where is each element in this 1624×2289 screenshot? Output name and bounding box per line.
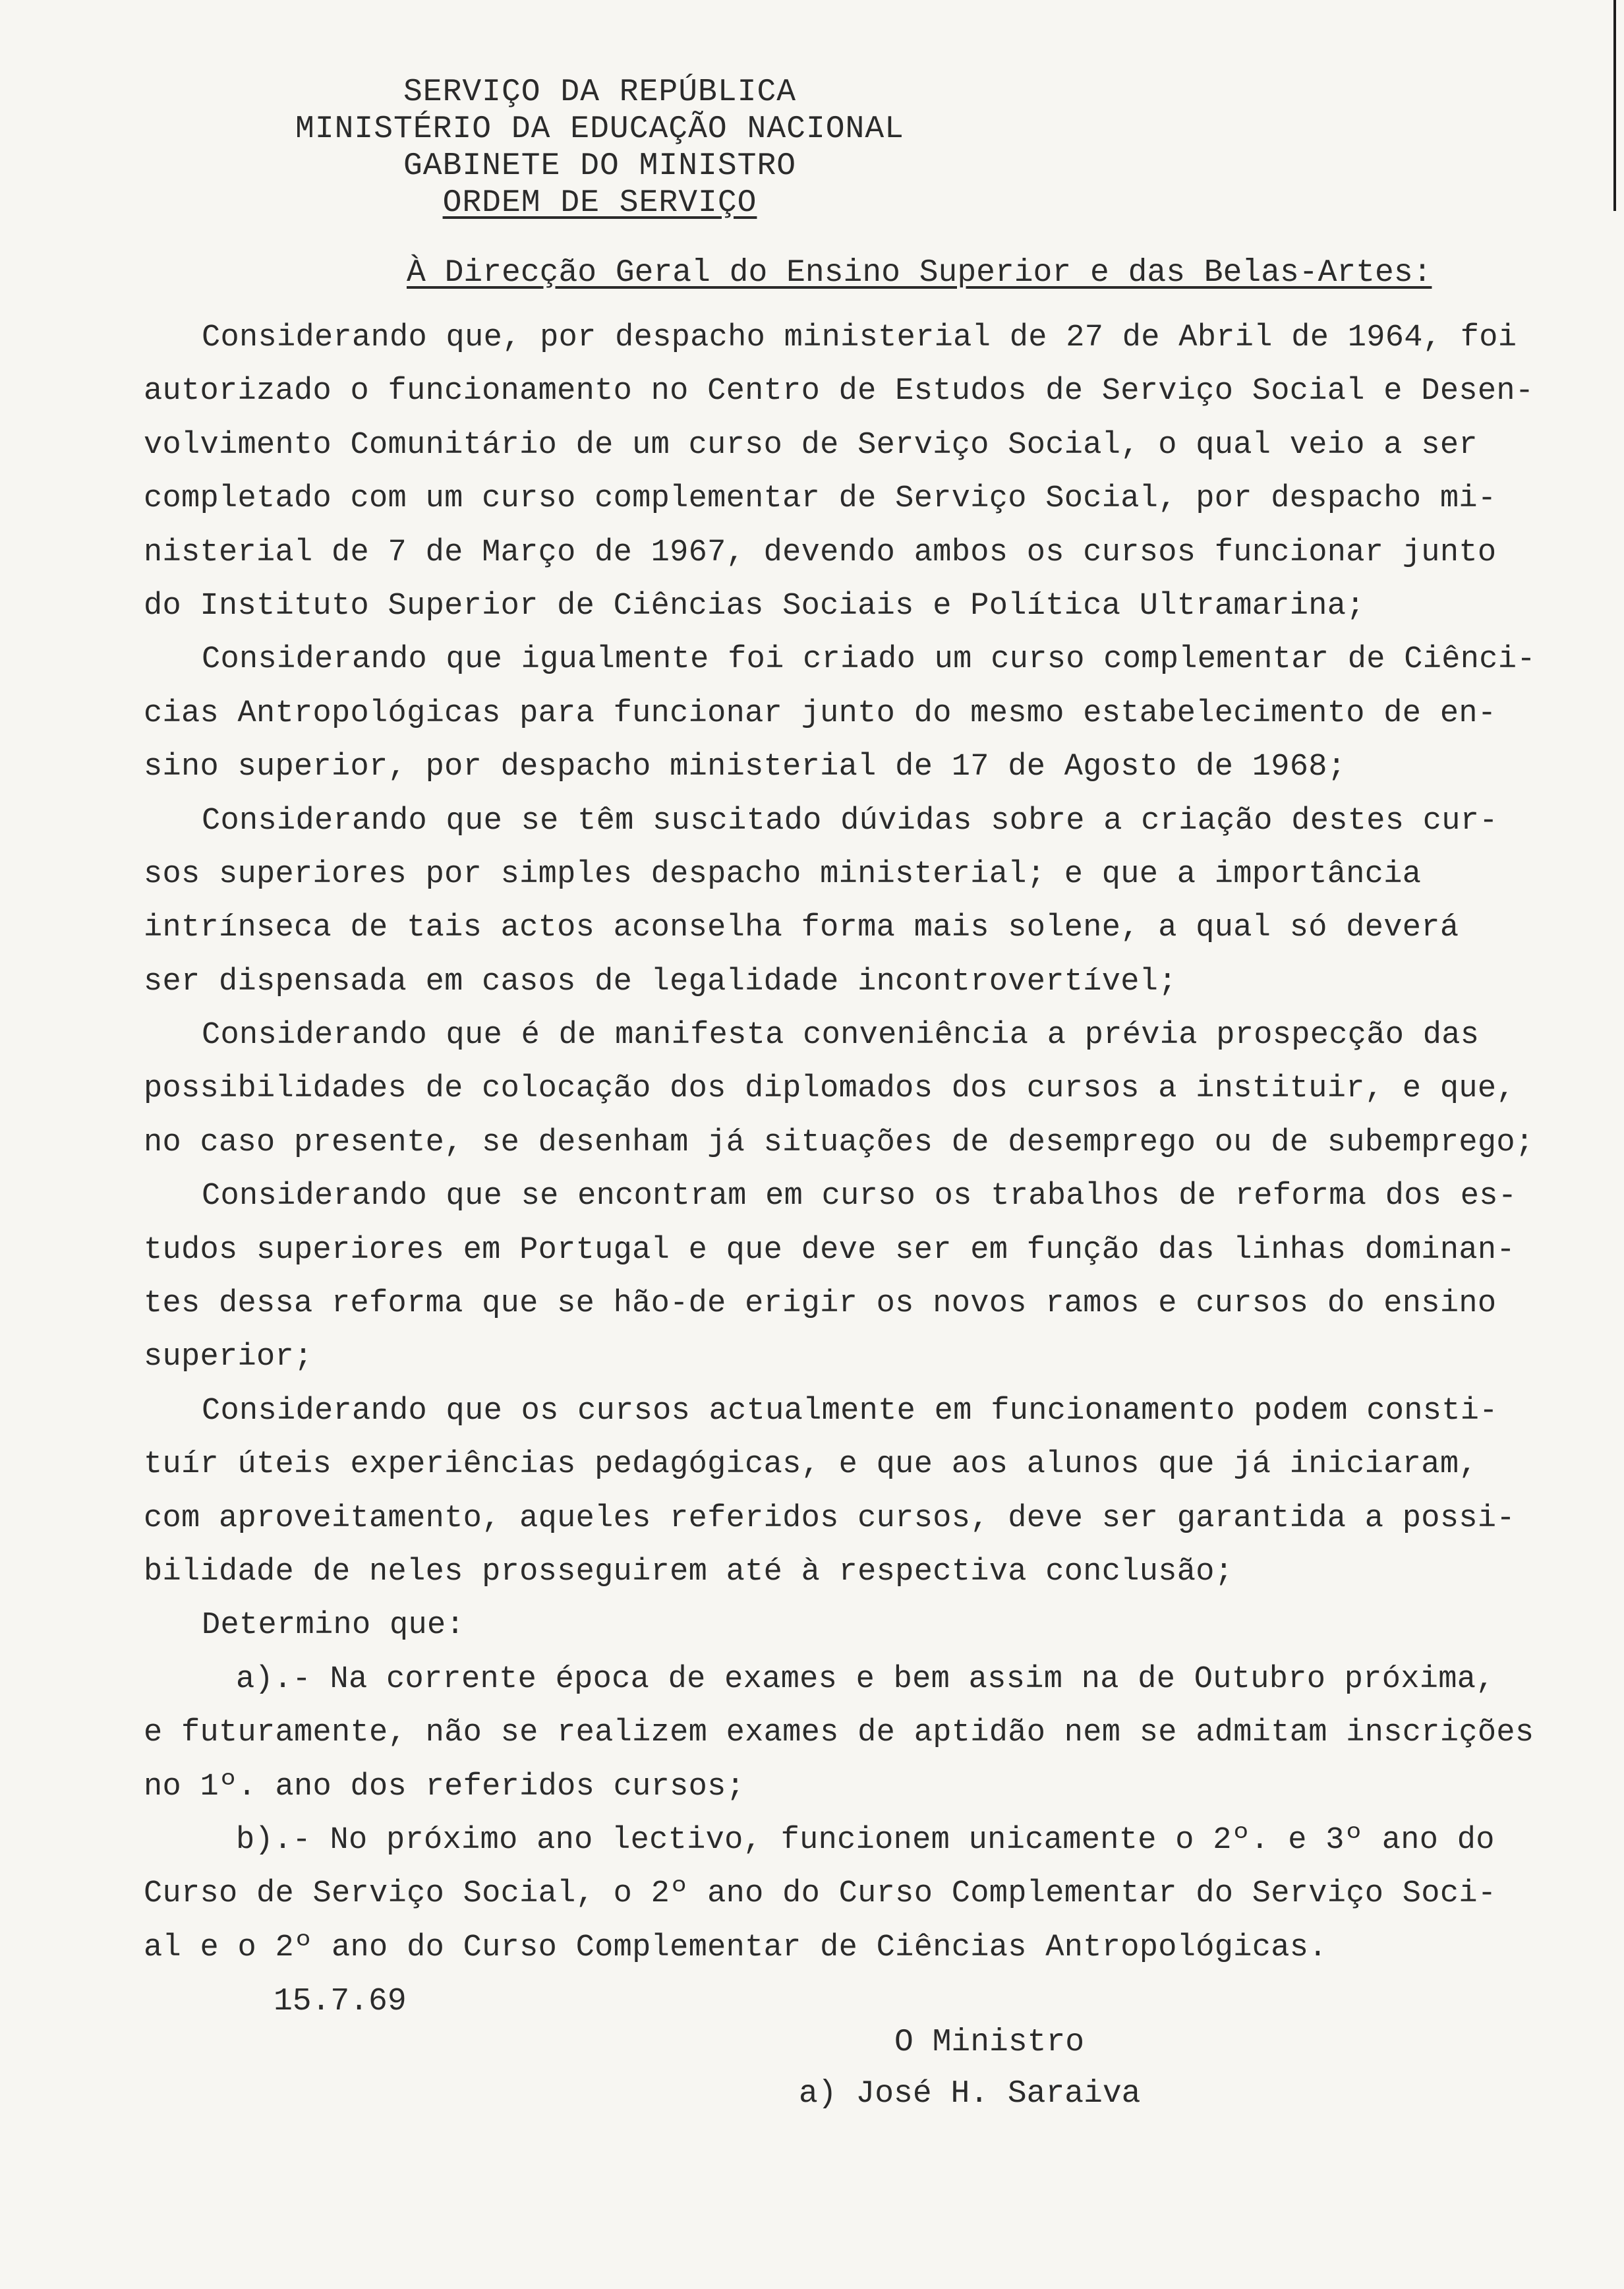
body-line: bilidade de neles prosseguirem até à respectiva conclusão;: [144, 1554, 1234, 1590]
body-line: sino superior, por despacho ministerial de 17 de Agosto de 1968;: [144, 750, 1347, 785]
body-line: no caso presente, se desenham já situações de desemprego ou de subemprego;: [144, 1125, 1534, 1160]
body-line: superior;: [144, 1340, 313, 1375]
body-line: tes dessa reforma que se hão-de erigir os novos ramos e cursos do ensino: [144, 1286, 1497, 1322]
body-line: cias Antropológicas para funcionar junto do mesmo estabelecimento de en-: [144, 696, 1497, 731]
addressee: À Direcção Geral do Ensino Superior e das Belas-Artes:: [407, 255, 1432, 291]
body-line: com aproveitamento, aqueles referidos cursos, deve ser garantida a possi-: [144, 1501, 1515, 1536]
header-order-title: [171, 185, 1028, 222]
body-line: possibilidades de colocação dos diplomados dos cursos a instituir, e que,: [144, 1071, 1515, 1107]
body-line: volvimento Comunitário de um curso de Serviço Social, o qual veio a ser: [144, 427, 1478, 463]
order-title-text: ORDEM DE SERVIÇO: [442, 185, 757, 221]
body-line: intrínseca de tais actos aconselha forma mais solene, a qual só deverá: [144, 910, 1459, 946]
minister-title: O Ministro: [894, 2025, 1085, 2060]
body-line: e futuramente, não se realizem exames de aptidão nem se admitam inscrições: [144, 1715, 1534, 1751]
document-date: 15.7.69: [274, 1984, 407, 2019]
signature: a) José H. Saraiva: [799, 2076, 1141, 2112]
body-line: do Instituto Superior de Ciências Sociais e Política Ultramarina;: [144, 588, 1365, 624]
document-header: [0, 74, 1624, 222]
body-line: al e o 2º ano do Curso Complementar de Ciências Antropológicas.: [144, 1930, 1327, 1965]
body-line: sos superiores por simples despacho ministerial; e que a importância: [144, 856, 1422, 892]
body-line: Considerando que é de manifesta conveniência a prévia prospecção das: [202, 1018, 1480, 1054]
body-line: Considerando que, por despacho ministerial de 27 de Abril de 1964, foi: [202, 320, 1517, 355]
body-line: Considerando que igualmente foi criado um curso complementar de Ciênci-: [202, 642, 1536, 678]
body-line: Curso de Serviço Social, o 2º ano do Curso Complementar do Serviço Soci-: [144, 1876, 1497, 1912]
body-line: ser dispensada em casos de legalidade incontrovertível;: [144, 964, 1177, 999]
header-cabinet: GABINETE DO MINISTRO: [403, 148, 797, 184]
body-line: Determino que:: [202, 1608, 465, 1644]
body-line: tuír úteis experiências pedagógicas, e que aos alunos que já iniciaram,: [144, 1447, 1478, 1483]
body-line: Considerando que se encontram em curso os trabalhos de reforma dos es-: [202, 1179, 1517, 1214]
body-line: a).- Na corrente época de exames e bem assim na de Outubro próxima,: [236, 1661, 1495, 1697]
header-republic: SERVIÇO DA REPÚBLICA: [403, 74, 797, 110]
header-ministry: MINISTÉRIO DA EDUCAÇÃO NACIONAL: [295, 111, 904, 147]
document-body: [144, 311, 1580, 1975]
body-line: b).- No próximo ano lectivo, funcionem unicamente o 2º. e 3º ano do: [236, 1822, 1495, 1858]
body-line: autorizado o funcionamento no Centro de Estudos de Serviço Social e Desen-: [144, 374, 1534, 409]
body-line: no 1º. ano dos referidos cursos;: [144, 1769, 745, 1804]
body-line: completado com um curso complementar de Serviço Social, por despacho mi-: [144, 481, 1497, 517]
body-line: tudos superiores em Portugal e que deve ser em função das linhas dominan-: [144, 1232, 1515, 1268]
body-line: nisterial de 7 de Março de 1967, devendo ambos os cursos funcionar junto: [144, 535, 1497, 570]
body-line: Considerando que se têm suscitado dúvidas sobre a criação destes cur-: [202, 803, 1498, 839]
body-line: Considerando que os cursos actualmente em funcionamento podem consti-: [202, 1393, 1498, 1429]
